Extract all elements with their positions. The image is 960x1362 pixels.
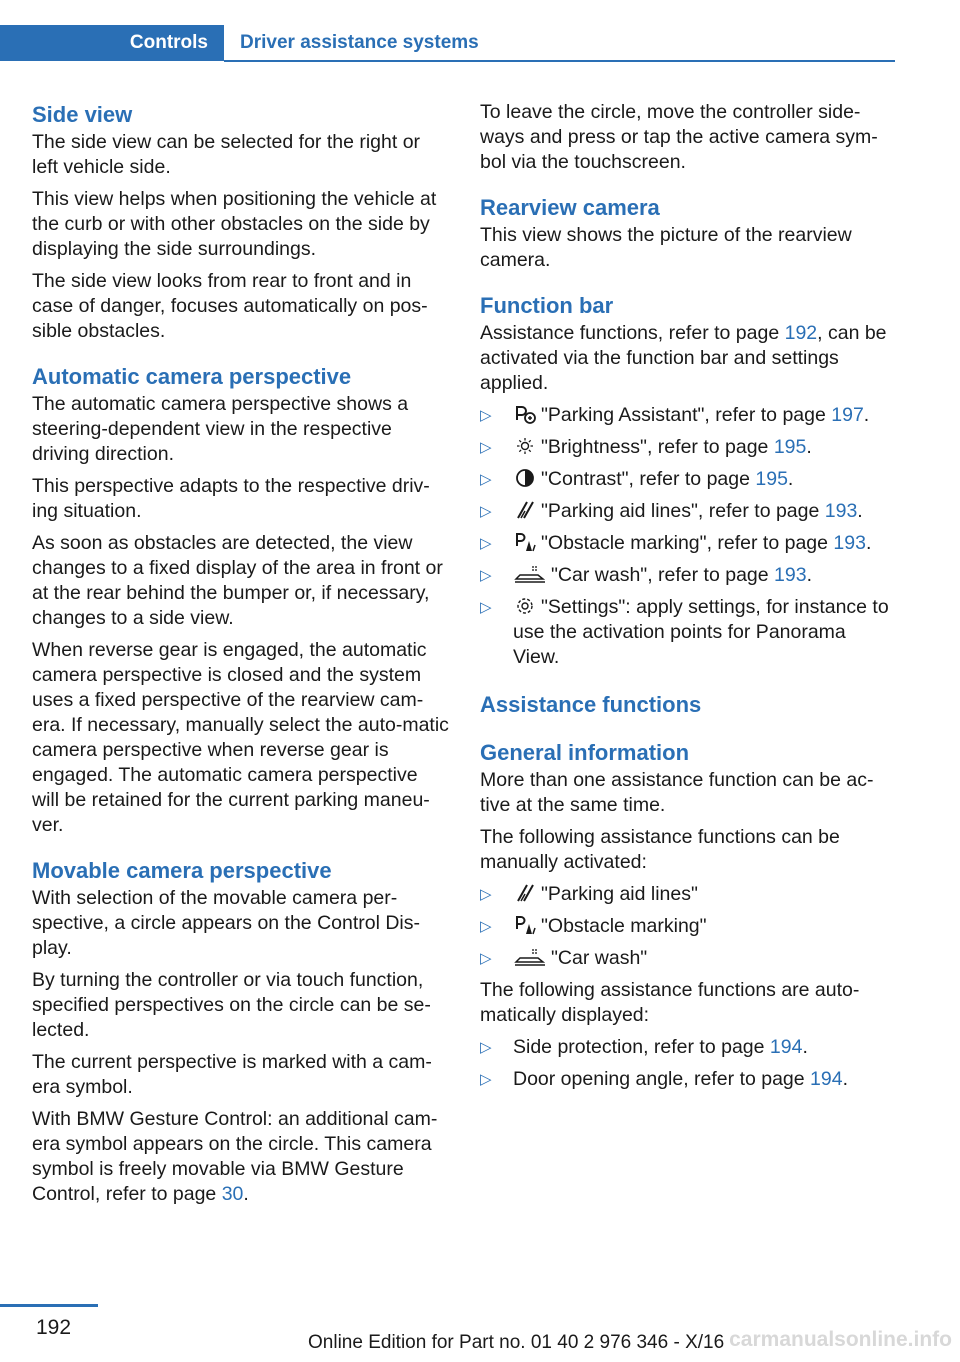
heading-general-information: General information [480,740,690,765]
edition-text: Online Edition for Part no. 01 40 2 976 346 - X/16 [308,1332,725,1353]
paragraph: The following assistance functions are auto-matically displayed: [480,979,860,1026]
manual-functions-list [480,882,890,971]
bullet-icon: ▷ [480,886,492,903]
list-item: ▷ "Settings": apply settings, for instance to use the activation points for Panorama View. [480,596,889,668]
brightness-icon [513,436,537,456]
list-item: ▷ "Parking Assistant", refer to page 197. [480,404,870,426]
page-link-194[interactable]: 194 [769,1036,803,1058]
paragraph: The automatic camera perspective shows a steering-dependent view in the respective driving direction. [32,393,409,465]
parking-assistant-icon [513,404,537,424]
page-link-194[interactable]: 194 [810,1068,843,1090]
paragraph: This view helps when positioning the vehicle at the curb or with other obstacles on the side by displaying the side surroundings. [32,188,437,260]
list-item: ▷ "Car wash" [480,947,648,969]
obstacle-marking-icon [513,532,537,552]
heading-side-view: Side view [32,102,133,127]
list-item: ▷ "Brightness", refer to page 195. [480,436,812,458]
paragraph: The current perspective is marked with a cam-era symbol. [32,1051,432,1098]
header-rule [224,60,895,62]
page-link-193[interactable]: 193 [833,532,866,554]
page-link-193[interactable]: 193 [824,500,858,522]
section-title[interactable]: Driver assistance systems [240,32,479,53]
paragraph: By turning the controller or via touch function, specified perspectives on the circle can be se-lected. [32,969,431,1041]
list-item: ▷ "Parking aid lines", refer to page 193. [480,500,863,522]
list-item: ▷ "Parking aid lines" [480,883,698,905]
bullet-icon: ▷ [480,599,492,616]
right-column [480,100,890,1099]
bullet-icon: ▷ [480,535,492,552]
page-link-193[interactable]: 193 [774,564,807,586]
car-wash-icon [513,564,547,584]
parking-aid-lines-icon [513,883,537,903]
bullet-icon: ▷ [480,503,492,520]
heading-automatic-camera: Automatic camera perspective [32,364,352,389]
page-link-192[interactable]: 192 [784,322,818,344]
list-item: ▷ Side protection, refer to page 194. [480,1036,808,1058]
list-item: ▷ "Car wash", refer to page 193. [480,564,812,586]
page-header [0,25,895,63]
watermark: carmanualsonline.info [729,1328,952,1351]
automatic-functions-list [480,1035,890,1092]
paragraph: With selection of the movable camera per-spective, a circle appears on the Control Dis-play. [32,887,421,959]
paragraph: This perspective adapts to the respective driv-ing situation. [32,475,430,522]
paragraph: More than one assistance function can be ac-tive at the same time. [480,769,874,816]
car-wash-icon [513,947,547,967]
bullet-icon: ▷ [480,407,492,424]
paragraph: Assistance functions, refer to page 192, can be activated via the function bar and settings applied. [480,322,887,394]
bullet-icon: ▷ [480,567,492,584]
settings-icon [513,596,537,616]
list-item: ▷ "Obstacle marking" [480,915,707,937]
paragraph: The side view looks from rear to front and in case of danger, focuses automatically on pos-sible obstacles. [32,270,428,342]
heading-movable-camera: Movable camera perspective [32,858,332,883]
bullet-icon: ▷ [480,439,492,456]
page-link-30[interactable]: 30 [221,1183,244,1205]
function-bar-list [480,403,890,670]
page-link-195[interactable]: 195 [773,436,807,458]
heading-assistance-functions: Assistance functions [480,692,702,717]
page-link-195[interactable]: 195 [755,468,788,490]
contrast-icon [513,468,537,488]
left-column [32,100,450,1214]
parking-aid-lines-icon [513,500,537,520]
paragraph: As soon as obstacles are detected, the view changes to a fixed display of the area in front or at the rear behind the bumper or, if necessary, changes to a side view. [32,532,443,629]
paragraph: The following assistance functions can be manually activated: [480,826,840,873]
bullet-icon: ▷ [480,950,492,967]
paragraph: When reverse gear is engaged, the automatic camera perspective is closed and the system uses a fixed perspective of the rearview cam-era. If necessary, manually select the auto-matic camera perspective when reverse gear is engaged. The automatic camera perspective will be retained for the current parking maneu-ver. [32,639,449,836]
obstacle-marking-icon [513,915,537,935]
page-link-197[interactable]: 197 [831,404,864,426]
bullet-icon: ▷ [480,1071,492,1088]
heading-rearview-camera: Rearview camera [480,195,660,220]
paragraph: The side view can be selected for the right or left vehicle side. [32,131,421,178]
bullet-icon: ▷ [480,1039,492,1056]
paragraph: To leave the circle, move the controller side-ways and press or tap the active camera sym-bol via the touchscreen. [480,101,878,173]
paragraph: This view shows the picture of the rearview camera. [480,224,852,271]
bullet-icon: ▷ [480,471,492,488]
list-item: ▷ "Obstacle marking", refer to page 193. [480,532,872,554]
footer-rule [0,1304,98,1307]
list-item: ▷ Door opening angle, refer to page 194. [480,1068,849,1090]
list-item: ▷ "Contrast", refer to page 195. [480,468,794,490]
bullet-icon: ▷ [480,918,492,935]
page-number: 192 [36,1316,72,1339]
heading-function-bar: Function bar [480,293,614,318]
chapter-tab[interactable]: Controls [0,25,224,61]
paragraph: With BMW Gesture Control: an additional cam-era symbol appears on the circle. This camera symbol is freely movable via BMW Gesture Control, refer to page 30. [32,1108,438,1205]
